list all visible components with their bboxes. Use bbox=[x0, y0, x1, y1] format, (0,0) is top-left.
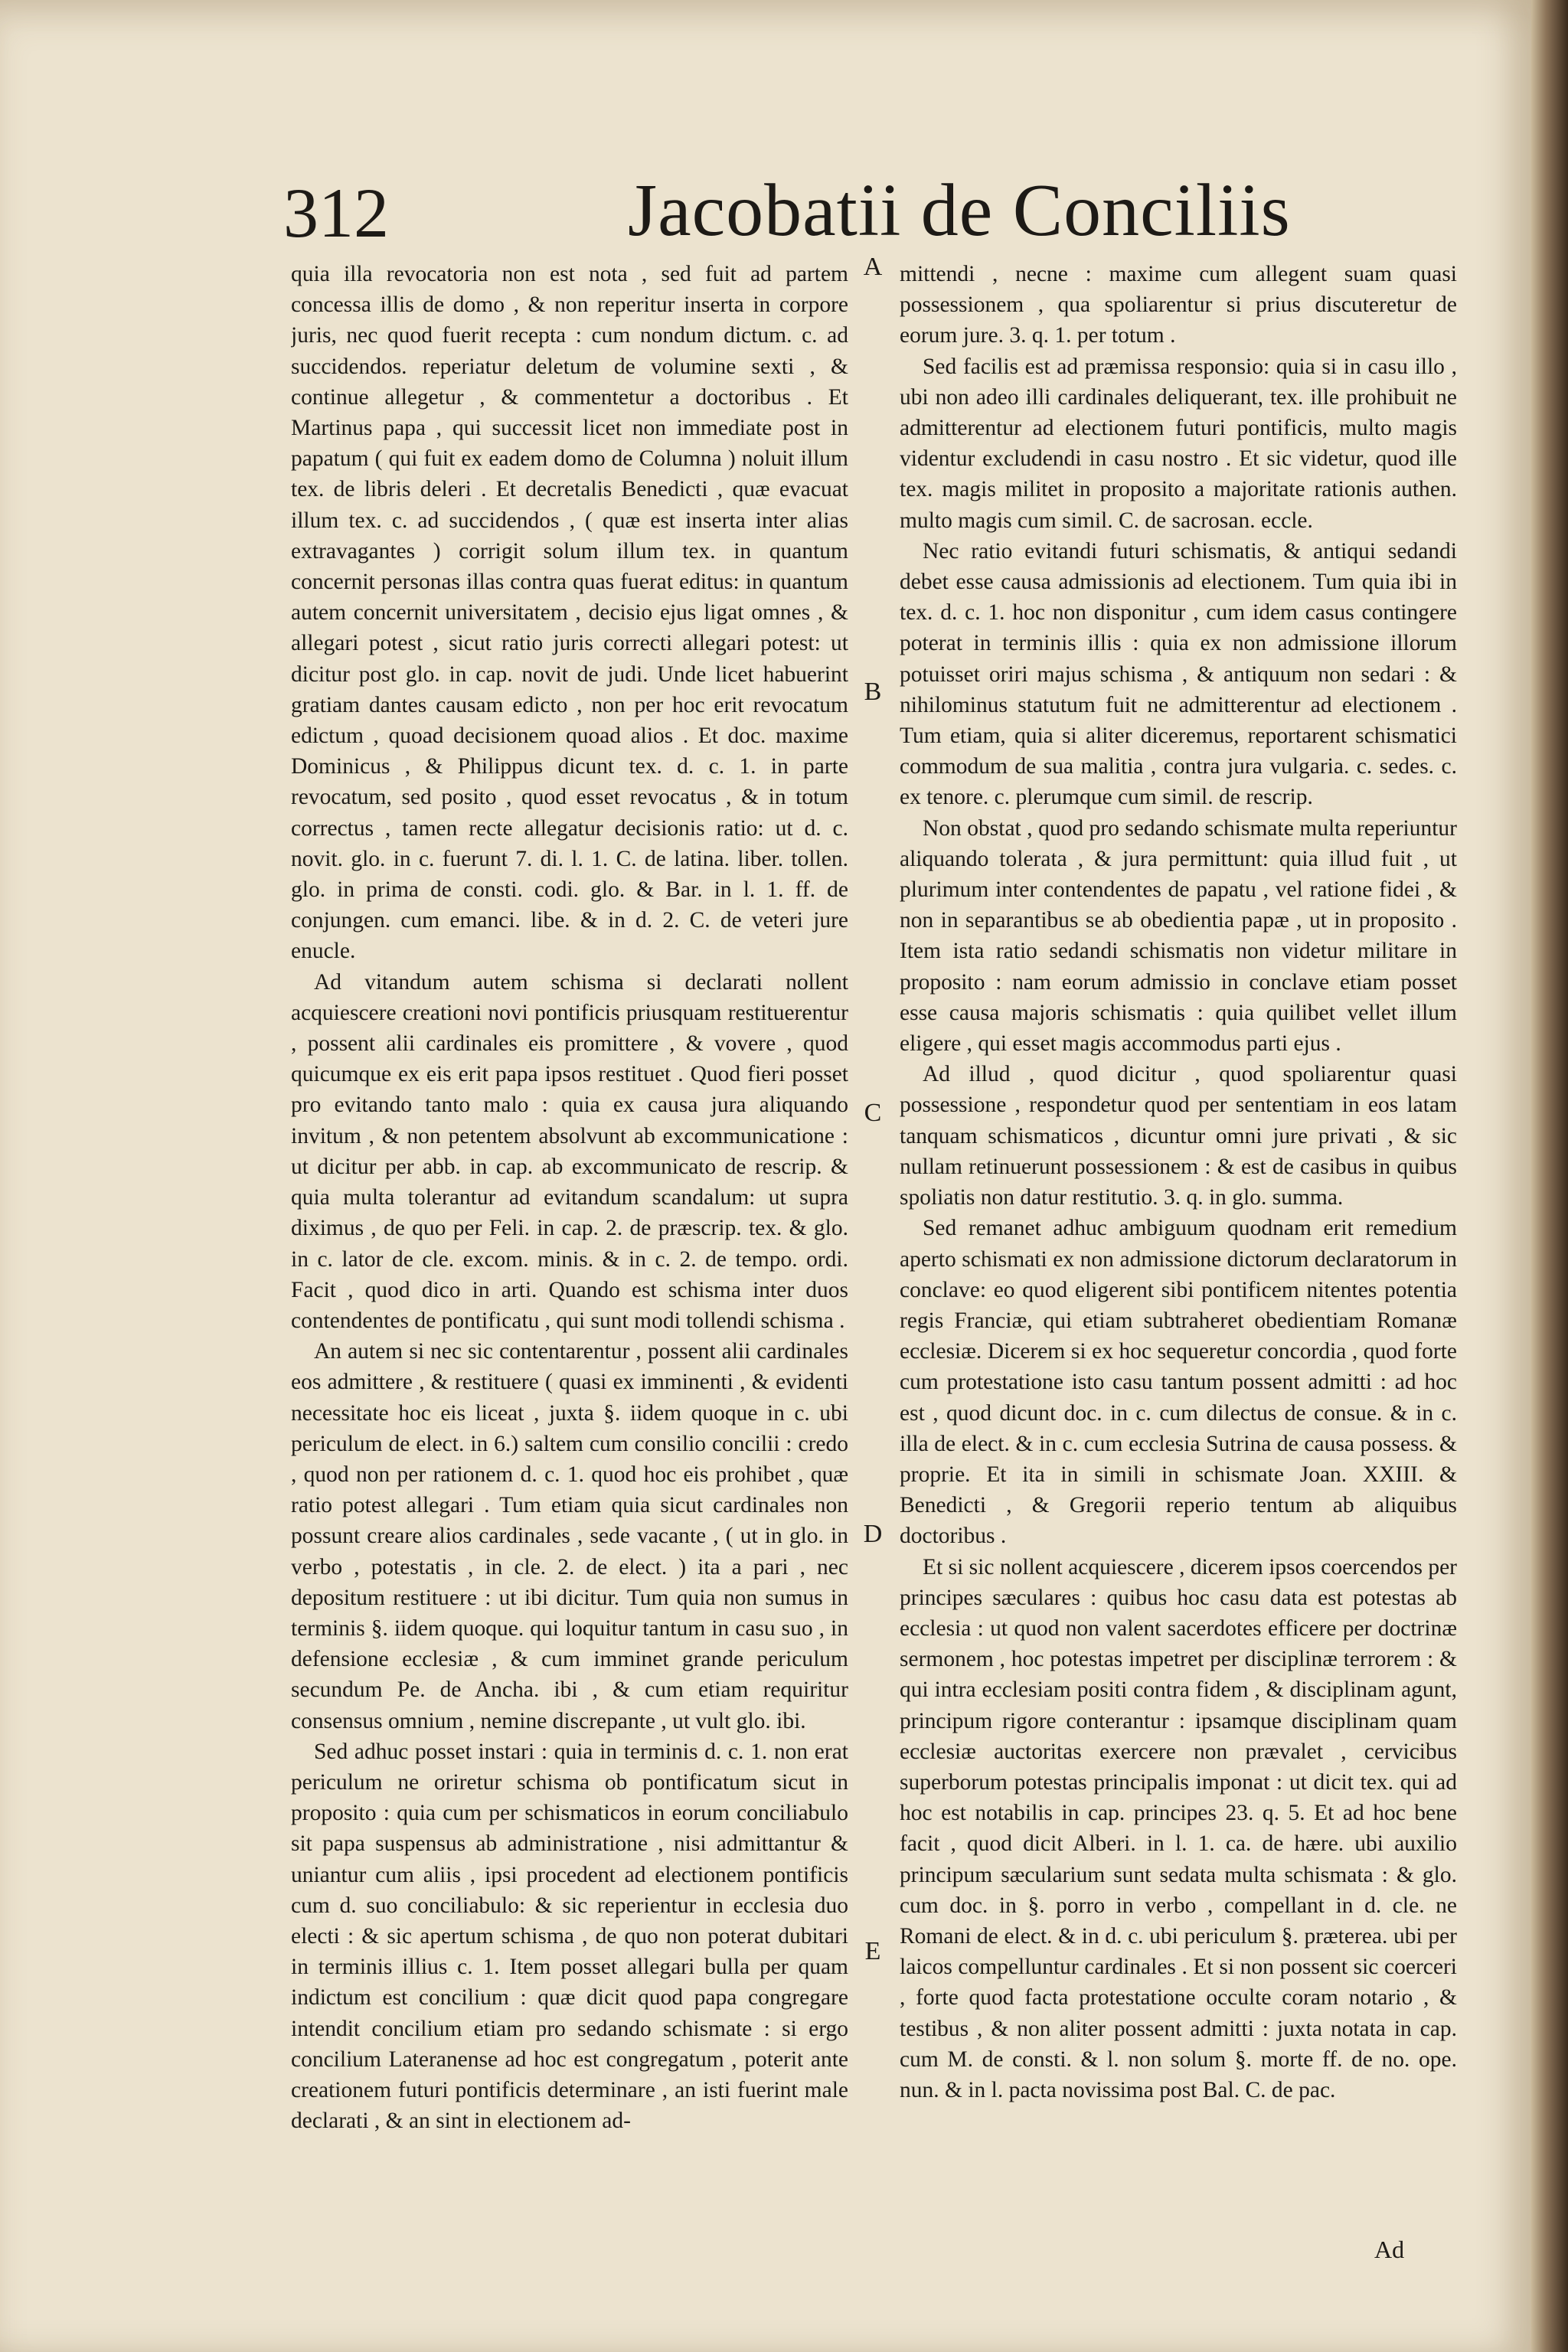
page-edge-shadow bbox=[1531, 0, 1568, 2352]
paragraph: Sed adhuc posset instari : quia in terminis d. c. 1. non erat periculum ne oriretur schisma ob pontificatum sicut in proposito : quia cum per schismaticos in eorum conciliabulo sit papa suspensus ab administratione , nisi admittantur & uniantur cum aliis , ipsi procedent ad electionem pontificis cum d. suo conciliabulo: & sic reperientur in ecclesia duo electi : & sic apertum schisma , de quo non poterat dubitari in terminis illius c. 1. Item posset allegari bulla per quam indictum est concilium : quæ dicit quod papa congregare intendit concilium etiam pro sedando schismate : si ergo concilium Lateranense ad hoc est congregatum , poterit ante creationem futuri pontificis determinare , an isti fuerint male declarati , & an sint in electionem ad- bbox=[291, 1739, 848, 2134]
paragraph: Nec ratio evitandi futuri schismatis, & antiqui sedandi debet esse causa admissionis ad electionem. Tum quia ibi in tex. d. c. 1. hoc non disponitur , cum idem casus contingere poterat in terminis illis : quia ex non admissione illorum potuisset oriri majus schisma , & antiquum non sedari : & nihilominus statutum fuit ne admitterentur ad electionem . Tum etiam, quia si aliter diceremus, reportarent schismatici commodum de sua malitia , contra jura vulgaria. c. sedes. c. ex tenore. c. plerumque cum simil. de rescrip. bbox=[900, 538, 1457, 810]
margin-letter-b: B bbox=[864, 678, 882, 706]
catchword: Ad bbox=[1374, 2236, 1405, 2263]
paragraph: Sed remanet adhuc ambiguum quodnam erit remedium aperto schismati ex non admissione dictorum declaratorum in conclave: eo quod eligerent sibi pontificem nitentes potentia regis Franciæ, qui etiam subtraheret obedientiam Romanæ ecclesiæ. Dicerem si ex hoc sequeretur concordia , quod forte cum protestatione isto casu tantum possent admitti : ad hoc est , quod dicunt doc. in c. cum dilectus de consue. & in c. illa de elect. & in c. cum ecclesia Sutrina de causa possess. & proprie. Et ita in simili in schismate Joan. XXIII. & Benedicti , & Gregorii reperio tentum ab aliquibus doctoribus . bbox=[900, 1216, 1457, 1549]
page-header bbox=[283, 165, 1432, 264]
paragraph: quia illa revocatoria non est nota , sed fuit ad partem concessa illis de domo , & non reperitur inserta in corpore juris, nec quod fuerit recepta : cum nondum dictum. c. ad succidendos. reperiatur deletum de volumine sexti , & continue allegetur , & commentetur a doctoribus . Et Martinus papa , qui successit licet non immediate post in papatum ( qui fuit ex eadem domo de Columna ) noluit illum tex. de libris deleri . Et decretalis Benedicti , quæ evacuat illum tex. c. ad succidendos , ( quæ est inserta inter alias extravagantes ) corrigit solum illum tex. in quantum concernit personas illas contra quas fuerat editus: in quantum autem concernit universitatem , decisio ejus ligat omnes , & allegari potest , sicut ratio juris correcti allegari potest: ut dicitur post glo. in cap. novit de judi. Unde licet habuerint gratiam dantes causam edicto , non per hoc erit revocatum edictum , quoad decisionem quoad alios . Et doc. maxime Dominicus , & Philippus dicunt tex. d. c. 1. in parte revocatum, sed posito , quod esset revocatus , & in totum correctus , tamen recte allegatur decisionis ratio: ut d. c. novit. glo. in c. fuerunt 7. di. l. 1. C. de latina. liber. tollen. glo. in prima de consti. codi. glo. & Bar. in l. 1. ff. de conjungen. cum emanci. libe. & in d. 2. C. de veteri jure enucle. bbox=[291, 262, 848, 964]
paragraph: Ad vitandum autem schisma si declarati nollent acquiescere creationi novi pontificis priusquam restituerentur , possent alii cardinales eis promittere , & vovere , quod quicumque ex eis erit papa ipsos restituet . Quod fieri posset pro evitando tanto malo : quia ex causa jura aliquando invitum , & non petentem absolvunt ab excommunicatione : ut dicitur per abb. in cap. ab excommunicato de rescrip. & quia multa tolerantur ad evitandum scandalum: ut supra diximus , de quo per Feli. in cap. 2. de præscrip. tex. & glo. in c. lator de cle. excom. minis. & in c. 2. de tempo. ordi. Facit , quod dico in arti. Quando est schisma inter duos contendentes de pontificatu , qui sunt modi tollendi schisma . bbox=[291, 969, 848, 1333]
paragraph: mittendi , necne : maxime cum allegent suam quasi possessionem , qua spoliarentur si prius discuteretur de eorum jure. 3. q. 1. per totum . bbox=[900, 262, 1457, 348]
paragraph: An autem si nec sic contentarentur , possent alii cardinales eos admittere , & restituere ( quasi ex imminenti , & evidenti necessitate hoc eis liceat , juxta §. iidem quoque in c. ubi periculum de elect. in 6.) saltem cum consilio concilii : credo , quod non per rationem d. c. 1. quod hoc eis prohibet , quæ ratio potest allegari . Tum etiam quia sicut cardinales non possunt creare alios cardinales , sede vacante , ( ut in glo. in verbo , potestatis , in cle. 2. de elect. ) ita a pari , nec depositum restituere : ut ibi dicitur. Tum quia non sumus in terminis §. iidem quoque. qui loquitur tantum in casu suo , in defensione ecclesiæ , & cum imminet grande periculum secundum Pe. de Ancha. ibi , & cum etiam requiritur consensus omnium , nemine discrepante , ut vult glo. ibi. bbox=[291, 1339, 848, 1733]
running-title: Jacobatii de Conciliis bbox=[628, 169, 1291, 252]
page-number: 312 bbox=[283, 174, 389, 252]
margin-section-letters bbox=[858, 253, 888, 2014]
paragraph: Et si sic nollent acquiescere , dicerem ipsos coercendos per principes sæculares : quibus hoc casu data est potestas ab ecclesia : ut quod non valent sacerdotes efficere per doctrinæ sermonem , hoc potestas impetret per disciplinæ terrorem : & qui intra ecclesiam positi contra fidem , & disciplinam agunt, principum rigore conterantur : ipsamque disciplinam quam ecclesiæ auctoritas exercere non prævalet , cervicibus superborum potestas principalis imponat : ut dicit tex. qui ad hoc est notabilis in cap. principes 23. q. 5. Et ad hoc bene facit , quod dicit Alberi. in l. 1. ca. de hære. ubi auxilio principum sæcularium sunt sedata multa schismata : & glo. cum doc. in §. porro in verbo , compellant in d. cle. ne Romani de elect. & in d. c. ubi periculum §. præterea. ubi per laicos compelluntur cardinales . Et si non possent sic coerceri , forte quod facta protestatione occulte coram notario , & testibus , & non aliter possent admitti : juxta notata in cap. cum M. de consti. & l. non solum §. morte ff. de no. ope. nun. & in l. pacta novissima post Bal. C. de pac. bbox=[900, 1554, 1457, 2102]
left-column bbox=[291, 259, 848, 2265]
right-column bbox=[900, 259, 1457, 2265]
margin-letter-a: A bbox=[863, 253, 883, 281]
paragraph: Non obstat , quod pro sedando schismate multa reperiuntur aliquando tolerata , & jura permittunt: quia illud fuit , ut plurimum inter contendentes de papatu , vel ratione fidei , & non in separantibus se ab obedientia papæ , ut in proposito . Item ista ratio sedandi schismatis non videtur militare in proposito : nam eorum admissio in conclave etiam posset esse causa majoris schismatis : quia quilibet vellet illum eligere , qui esset magis accommodus parti ejus . bbox=[900, 815, 1457, 1057]
paragraph: Ad illud , quod dicitur , quod spoliarentur quasi possessione , respondetur quod per sententiam in eos latam tanquam schismaticos , dicuntur omni jure privati , & sic nullam retinuerunt possessionem : & est de casibus in quibus spoliatis non datur restitutio. 3. q. in glo. summa. bbox=[900, 1062, 1457, 1210]
margin-letter-e: E bbox=[864, 1937, 881, 1965]
paragraph: Sed facilis est ad præmissa responsio: quia si in casu illo , ubi non adeo illi cardinales deliquerant, tex. ille prohibuit ne admitterentur ad electionem futuri pontificis, multo magis videntur excludendi in casu nostro . Et sic videtur, quod ille tex. magis militet in proposito a majoritate rationis authen. multo magis cum simil. C. de sacrosan. eccle. bbox=[900, 354, 1457, 533]
margin-letter-c: C bbox=[864, 1099, 882, 1127]
margin-letter-d: D bbox=[863, 1520, 883, 1548]
